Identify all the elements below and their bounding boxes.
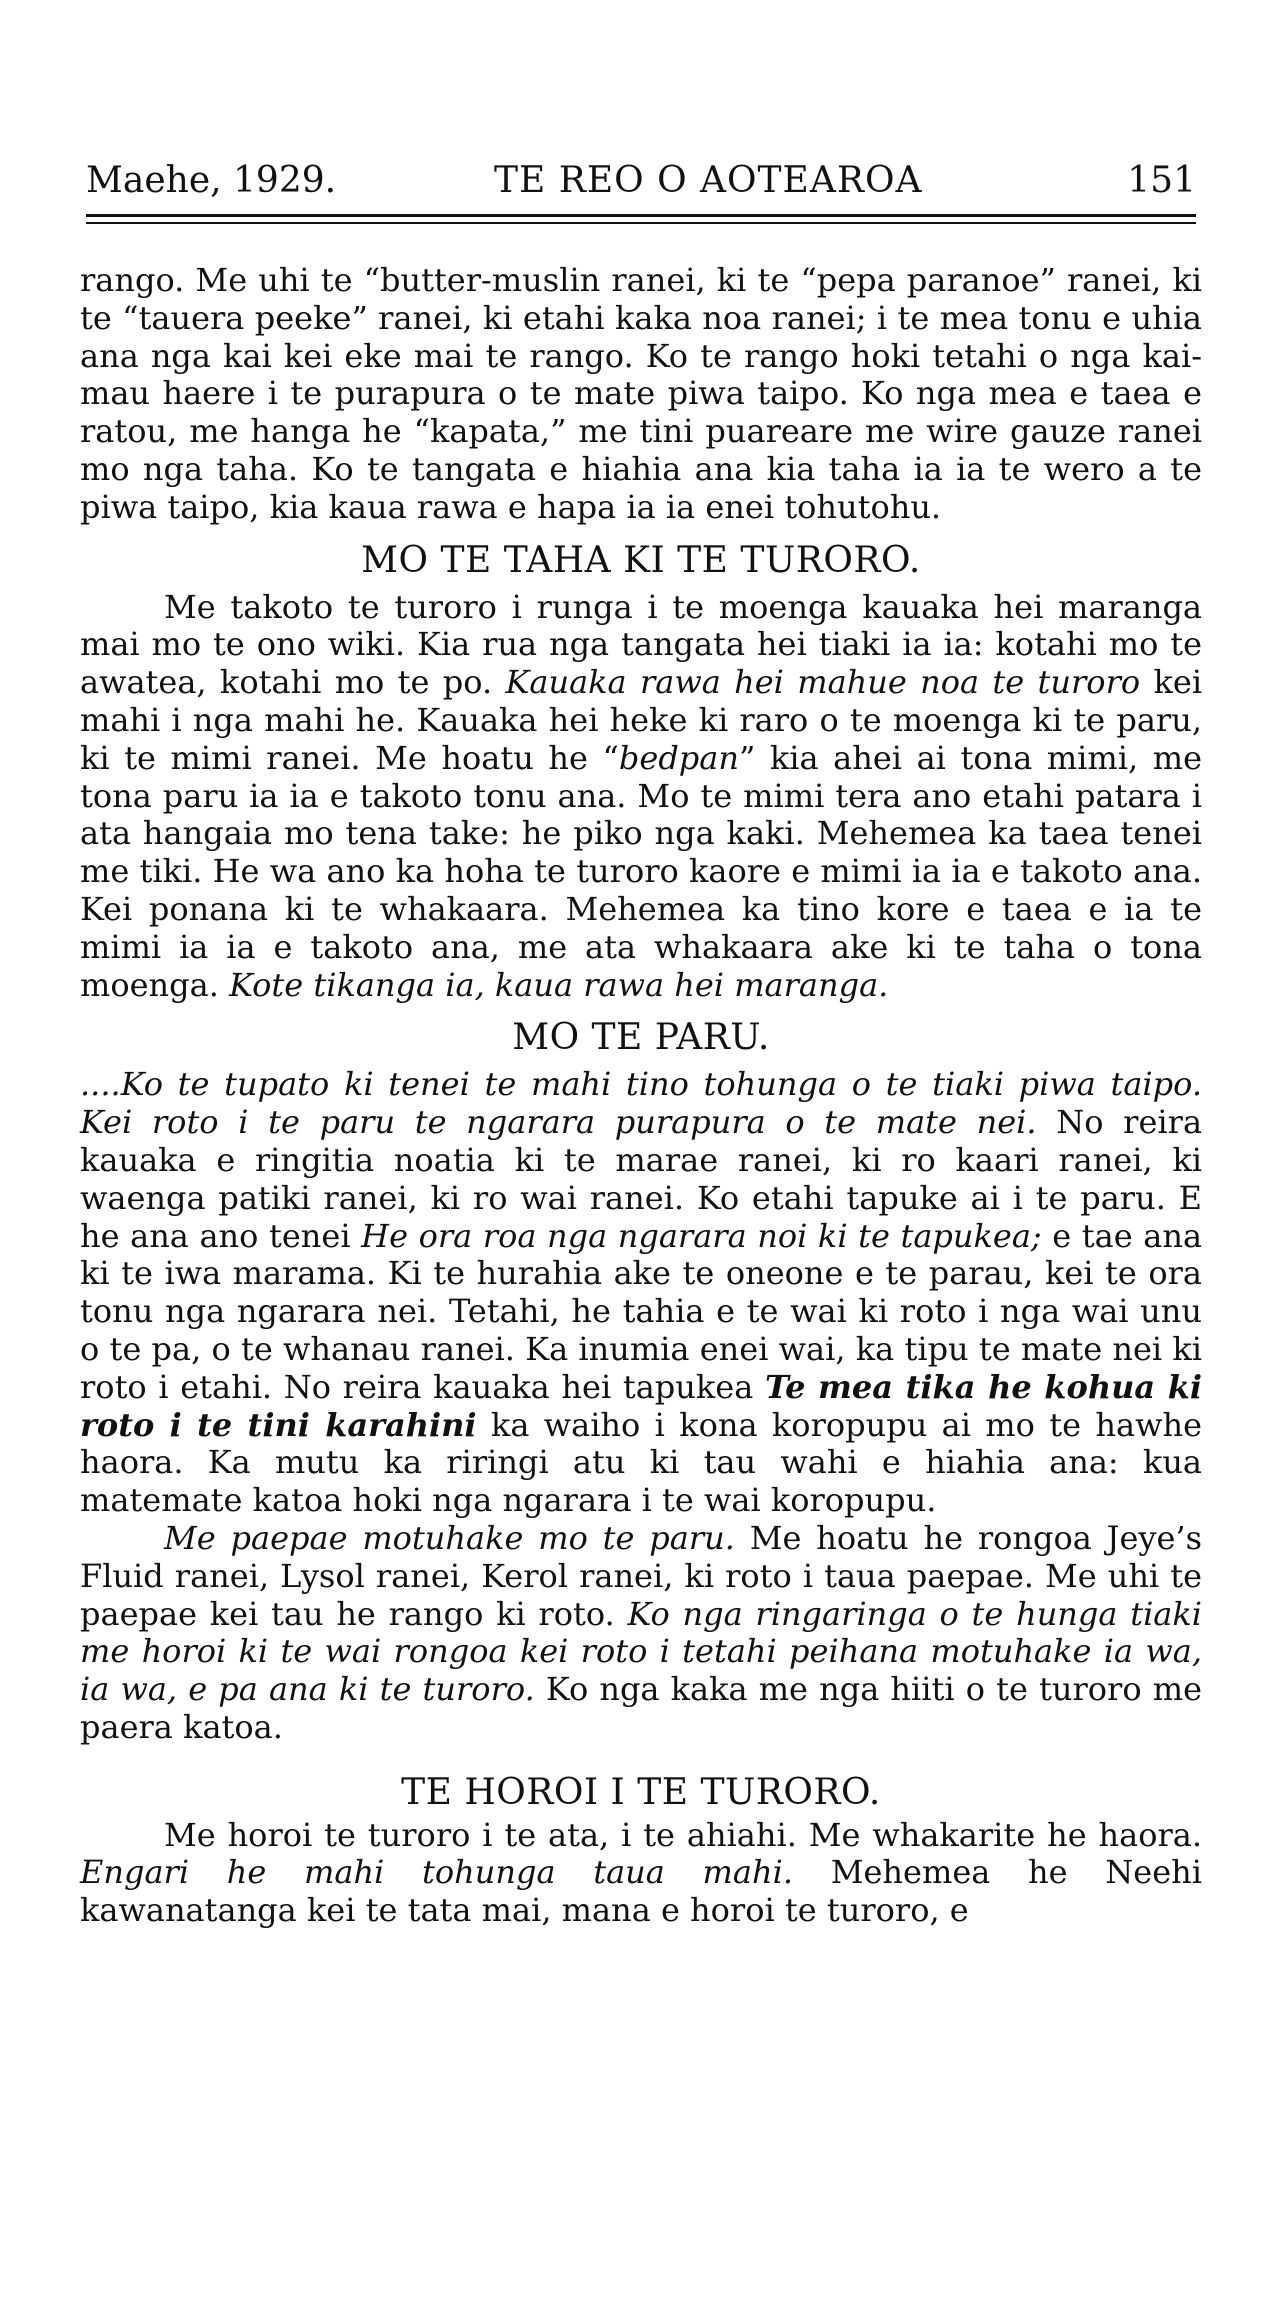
paragraph-paepae [80, 1520, 1202, 1747]
emphasis-run: Kote tikanga ia, kaua rawa hei maranga. [229, 965, 889, 1004]
text-run: Mehemea he Neehi kawanatanga kei te tata mai, mana e horoi te turoro, e [80, 1853, 1203, 1930]
text-run: Me hoatu he rongoa Jeye’s Fluid ranei, Lysol ranei, Kerol ranei, ki roto i taua paepae. Me uhi te paepae kei tau he rango ki roto. [80, 1518, 1203, 1633]
emphasis-run: ....Ko te tupato ki tenei te mahi tino tohunga o te tiaki piwa taipo. Kei roto i te paru te ngarara purapura o te mate nei. [80, 1065, 1202, 1142]
section-heading-turoro: MO TE TAHA KI TE TURORO. [361, 539, 921, 581]
page-number: 151 [1127, 160, 1196, 201]
text-run: kei mahi i nga mahi he. Kauaka hei heke ki raro o te moenga ki te paru, ki te mimi ranei. Me hoatu he “ [80, 663, 1203, 777]
paragraph-turoro [80, 589, 1202, 1005]
emphasis-run: Te mea tika he kohua ki roto i te tini karahini [80, 1367, 1203, 1444]
paragraph-paru [80, 1066, 1202, 1520]
issue-date: Maehe, 1929. [86, 160, 337, 201]
emphasis-run: Me paepae motuhake mo te paru. [164, 1518, 735, 1557]
text-run: Me horoi te turoro i te ata, i te ahiahi. Me whakarite he haora. [164, 1815, 1202, 1854]
emphasis-run: He ora roa nga ngarara noi ki te tapukea; [361, 1216, 1042, 1255]
intro-paragraph: rango. Me uhi te “butter-muslin ranei, ki te “pepa paranoe” ranei, ki te “tauera peeke” ranei, ki etahi kaka noa ranei; i te mea tonu e uhia ana nga kai kei eke mai te rango. Ko te rango hoki tetahi o nga kai-mau haere i te purapura o te mate piwa taipo. Ko nga mea e taea e ratou, me hanga he “kapata,” me tini puareare me wire gauze ranei mo nga taha. Ko te tangata e hiahia ana kia taha ia ia te wero a te piwa taipo, kia kaua rawa e hapa ia ia enei tohutohu. [80, 261, 1202, 526]
text-run: No reira kauaka e ringitia noatia ki te marae ranei, ki ro kaari ranei, ki waenga patiki ranei, ki ro wai ranei. Ko etahi tapuke ai i te paru. E he ana ano tenei [80, 1103, 1203, 1255]
emphasis-run: bedpan [618, 738, 739, 777]
running-header [86, 160, 1196, 206]
text-run: Me takoto te turoro i runga i te moenga kauaka hei maranga mai mo te ono wiki. Kia rua nga tangata hei tiaki ia ia: kotahi mo te awatea, kotahi mo te po. [80, 587, 1202, 702]
emphasis-run: Ko nga ringaringa o te hunga tiaki me horoi ki te wai rongoa kei roto i tetahi peihana motuhake ia wa, ia wa, e pa ana ki te turoro. [80, 1594, 1202, 1709]
text-run: ka waiho i kona koropupu ai mo te hawhe haora. Ka mutu ka riringi atu ki tau wahi e hiahia ana: kua matemate katoa hoki nga ngarara i te wai koropupu. [80, 1405, 1203, 1520]
text-run: Ko nga kaka me nga hiiti o te turoro me paera katoa. [80, 1670, 1203, 1746]
emphasis-run: Engari he mahi tohunga taua mahi. [80, 1853, 793, 1892]
text-run: e tae ana ki te iwa marama. Ki te hurahia ake te oneone e te parau, kei te ora tonu nga ngarara nei. Tetahi, he tahia e te wai ki roto i nga wai unu o te pa, o te whanau ranei. Ka inumia enei wai, ka tipu te mate nei ki roto i etahi. No reira kauaka hei tapukea [80, 1216, 1203, 1406]
text-run: ” kia ahei ai tona mimi, me tona paru ia ia e takoto tonu ana. Mo te mimi tera ano etahi patara i ata hangaia mo tena take: he piko nga kaki. Mehemea ka taea tenei me tiki. He wa ano ka hoha te turoro kaore e mimi ia ia e takoto ana. Kei ponana ki te whakaara. Mehemea ka tino kore e taea e ia te mimi ia ia e takoto ana, me ata whakaara ake ki te taha o tona moenga. [80, 738, 1203, 1004]
emphasis-run: Kauaka rawa hei mahue noa te turoro [505, 663, 1141, 702]
section-heading-paru: MO TE PARU. [512, 1017, 770, 1059]
journal-title: TE REO O AOTEAROA [494, 160, 923, 201]
header-rule-double [86, 222, 1196, 224]
section-heading-horoi: TE HOROI I TE TURORO. [401, 1771, 881, 1813]
header-rule [86, 214, 1196, 217]
article-body [80, 262, 1202, 1930]
paragraph-horoi [80, 1817, 1202, 1930]
